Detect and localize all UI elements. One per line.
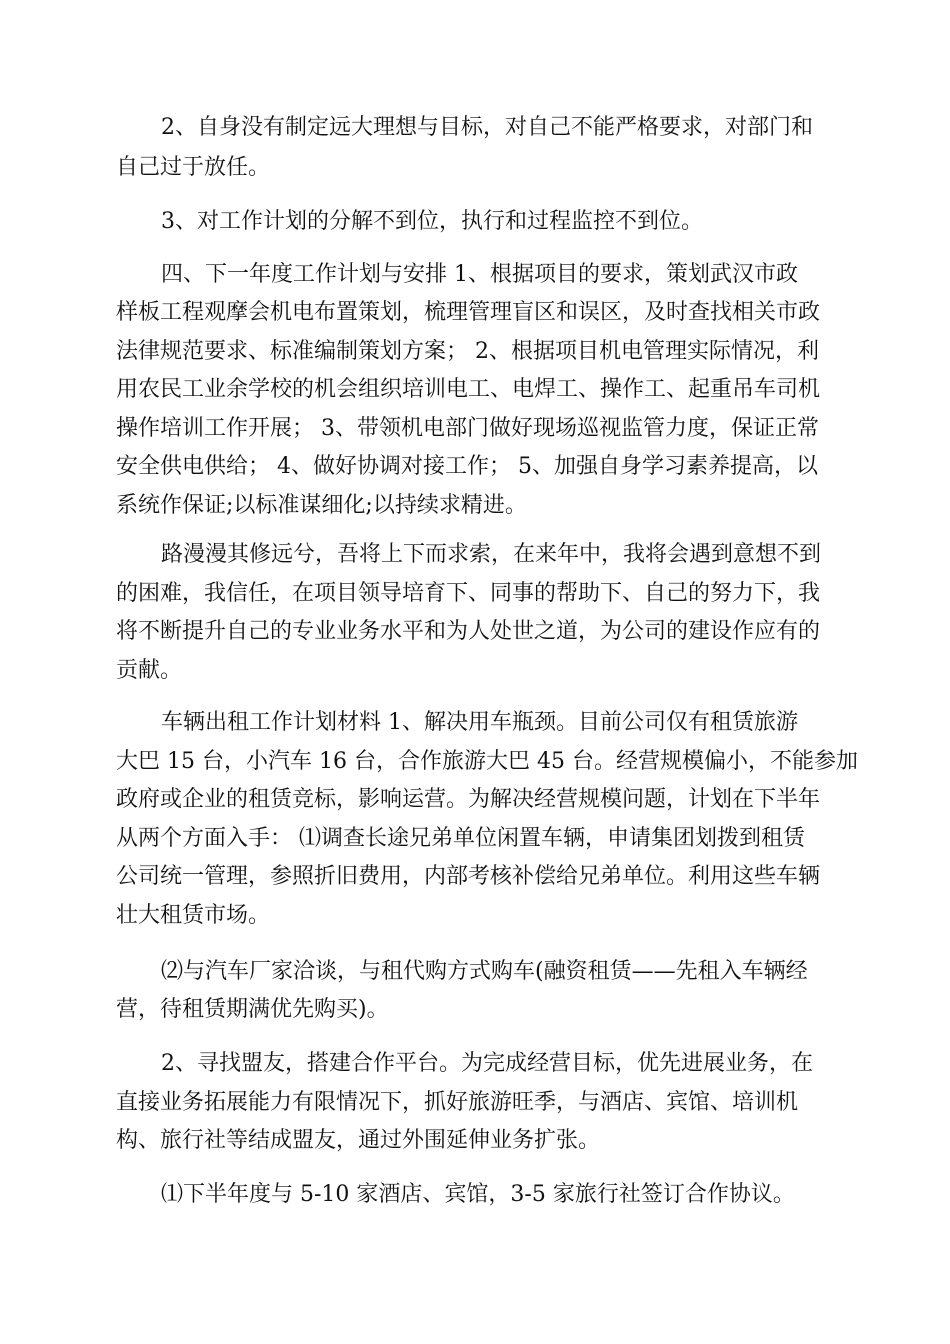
paragraph-7-line-2: 直接业务拓展能力有限情况下，抓好旅游旺季，与酒店、宾馆、培训机	[116, 1090, 799, 1115]
paragraph-5-line-4: 从两个方面入手： ⑴调查长途兄弟单位闲置车辆，申请集团划拨到租赁	[116, 826, 805, 851]
paragraph-4-line-1: 路漫漫其修远兮，吾将上下而求索，在来年中，我将会遇到意想不到	[161, 542, 822, 567]
paragraph-5-line-1: 车辆出租工作计划材料 1、解决用车瓶颈。目前公司仅有租赁旅游	[161, 710, 798, 735]
paragraph-3-line-4: 用农民工业余学校的机会组织培训电工、电焊工、操作工、起重吊车司机	[116, 377, 821, 402]
paragraph-8-line-1: ⑴下半年度与 5-10 家酒店、宾馆，3-5 家旅行社签订合作协议。	[161, 1182, 795, 1207]
paragraph-6-line-1: ⑵与汽车厂家洽谈，与租代购方式购车(融资租赁——先租入车辆经	[161, 959, 808, 984]
paragraph-3-line-3: 法律规范要求、标准编制策划方案； 2、根据项目机电管理实际情况，利	[116, 339, 819, 364]
paragraph-6-line-2: 营，待租赁期满优先购买)。	[116, 997, 389, 1022]
paragraph-7-line-3: 构、旅行社等结成盟友，通过外围延伸业务扩张。	[116, 1128, 601, 1153]
paragraph-1-line-2: 自己过于放任。	[116, 155, 271, 180]
paragraph-5-line-3: 政府或企业的租赁竞标，影响运营。为解决经营规模问题，计划在下半年	[116, 787, 821, 812]
paragraph-5-line-5: 公司统一管理，参照折旧费用，内部考核补偿给兄弟单位。利用这些车辆	[116, 864, 821, 889]
paragraph-3-line-6: 安全供电供给； 4、做好协调对接工作； 5、加强自身学习素养提高，以	[116, 454, 818, 479]
paragraph-4-line-3: 将不断提升自己的专业业务水平和为人处世之道，为公司的建设作应有的	[116, 619, 821, 644]
paragraph-3-line-1: 四、下一年度工作计划与安排 1、根据项目的要求，策划武汉市政	[161, 262, 798, 287]
paragraph-7-line-1: 2、寻找盟友，搭建合作平台。为完成经营目标，优先进展业务，在	[161, 1051, 813, 1076]
paragraph-5-line-6: 壮大租赁市场。	[116, 903, 271, 928]
paragraph-3-line-2: 样板工程观摩会机电布置策划，梳理管理盲区和误区，及时查找相关市政	[116, 300, 821, 325]
paragraph-2-line-1: 3、对工作计划的分解不到位，执行和过程监控不到位。	[161, 209, 703, 234]
paragraph-4-line-2: 的困难，我信任，在项目领导培育下、同事的帮助下、自己的努力下，我	[116, 581, 821, 606]
paragraph-1-line-1: 2、自身没有制定远大理想与目标，对自己不能严格要求，对部门和	[161, 115, 813, 140]
paragraph-4-line-4: 贡献。	[116, 658, 183, 683]
paragraph-3-line-7: 系统作保证;以标准谋细化;以持续求精进。	[116, 493, 527, 518]
paragraph-5-line-2: 大巴 15 台，小汽车 16 台，合作旅游大巴 45 台。经营规模偏小，不能参加	[116, 749, 858, 774]
paragraph-3-line-5: 操作培训工作开展； 3、带领机电部门做好现场巡视监管力度，保证正常	[116, 416, 819, 441]
